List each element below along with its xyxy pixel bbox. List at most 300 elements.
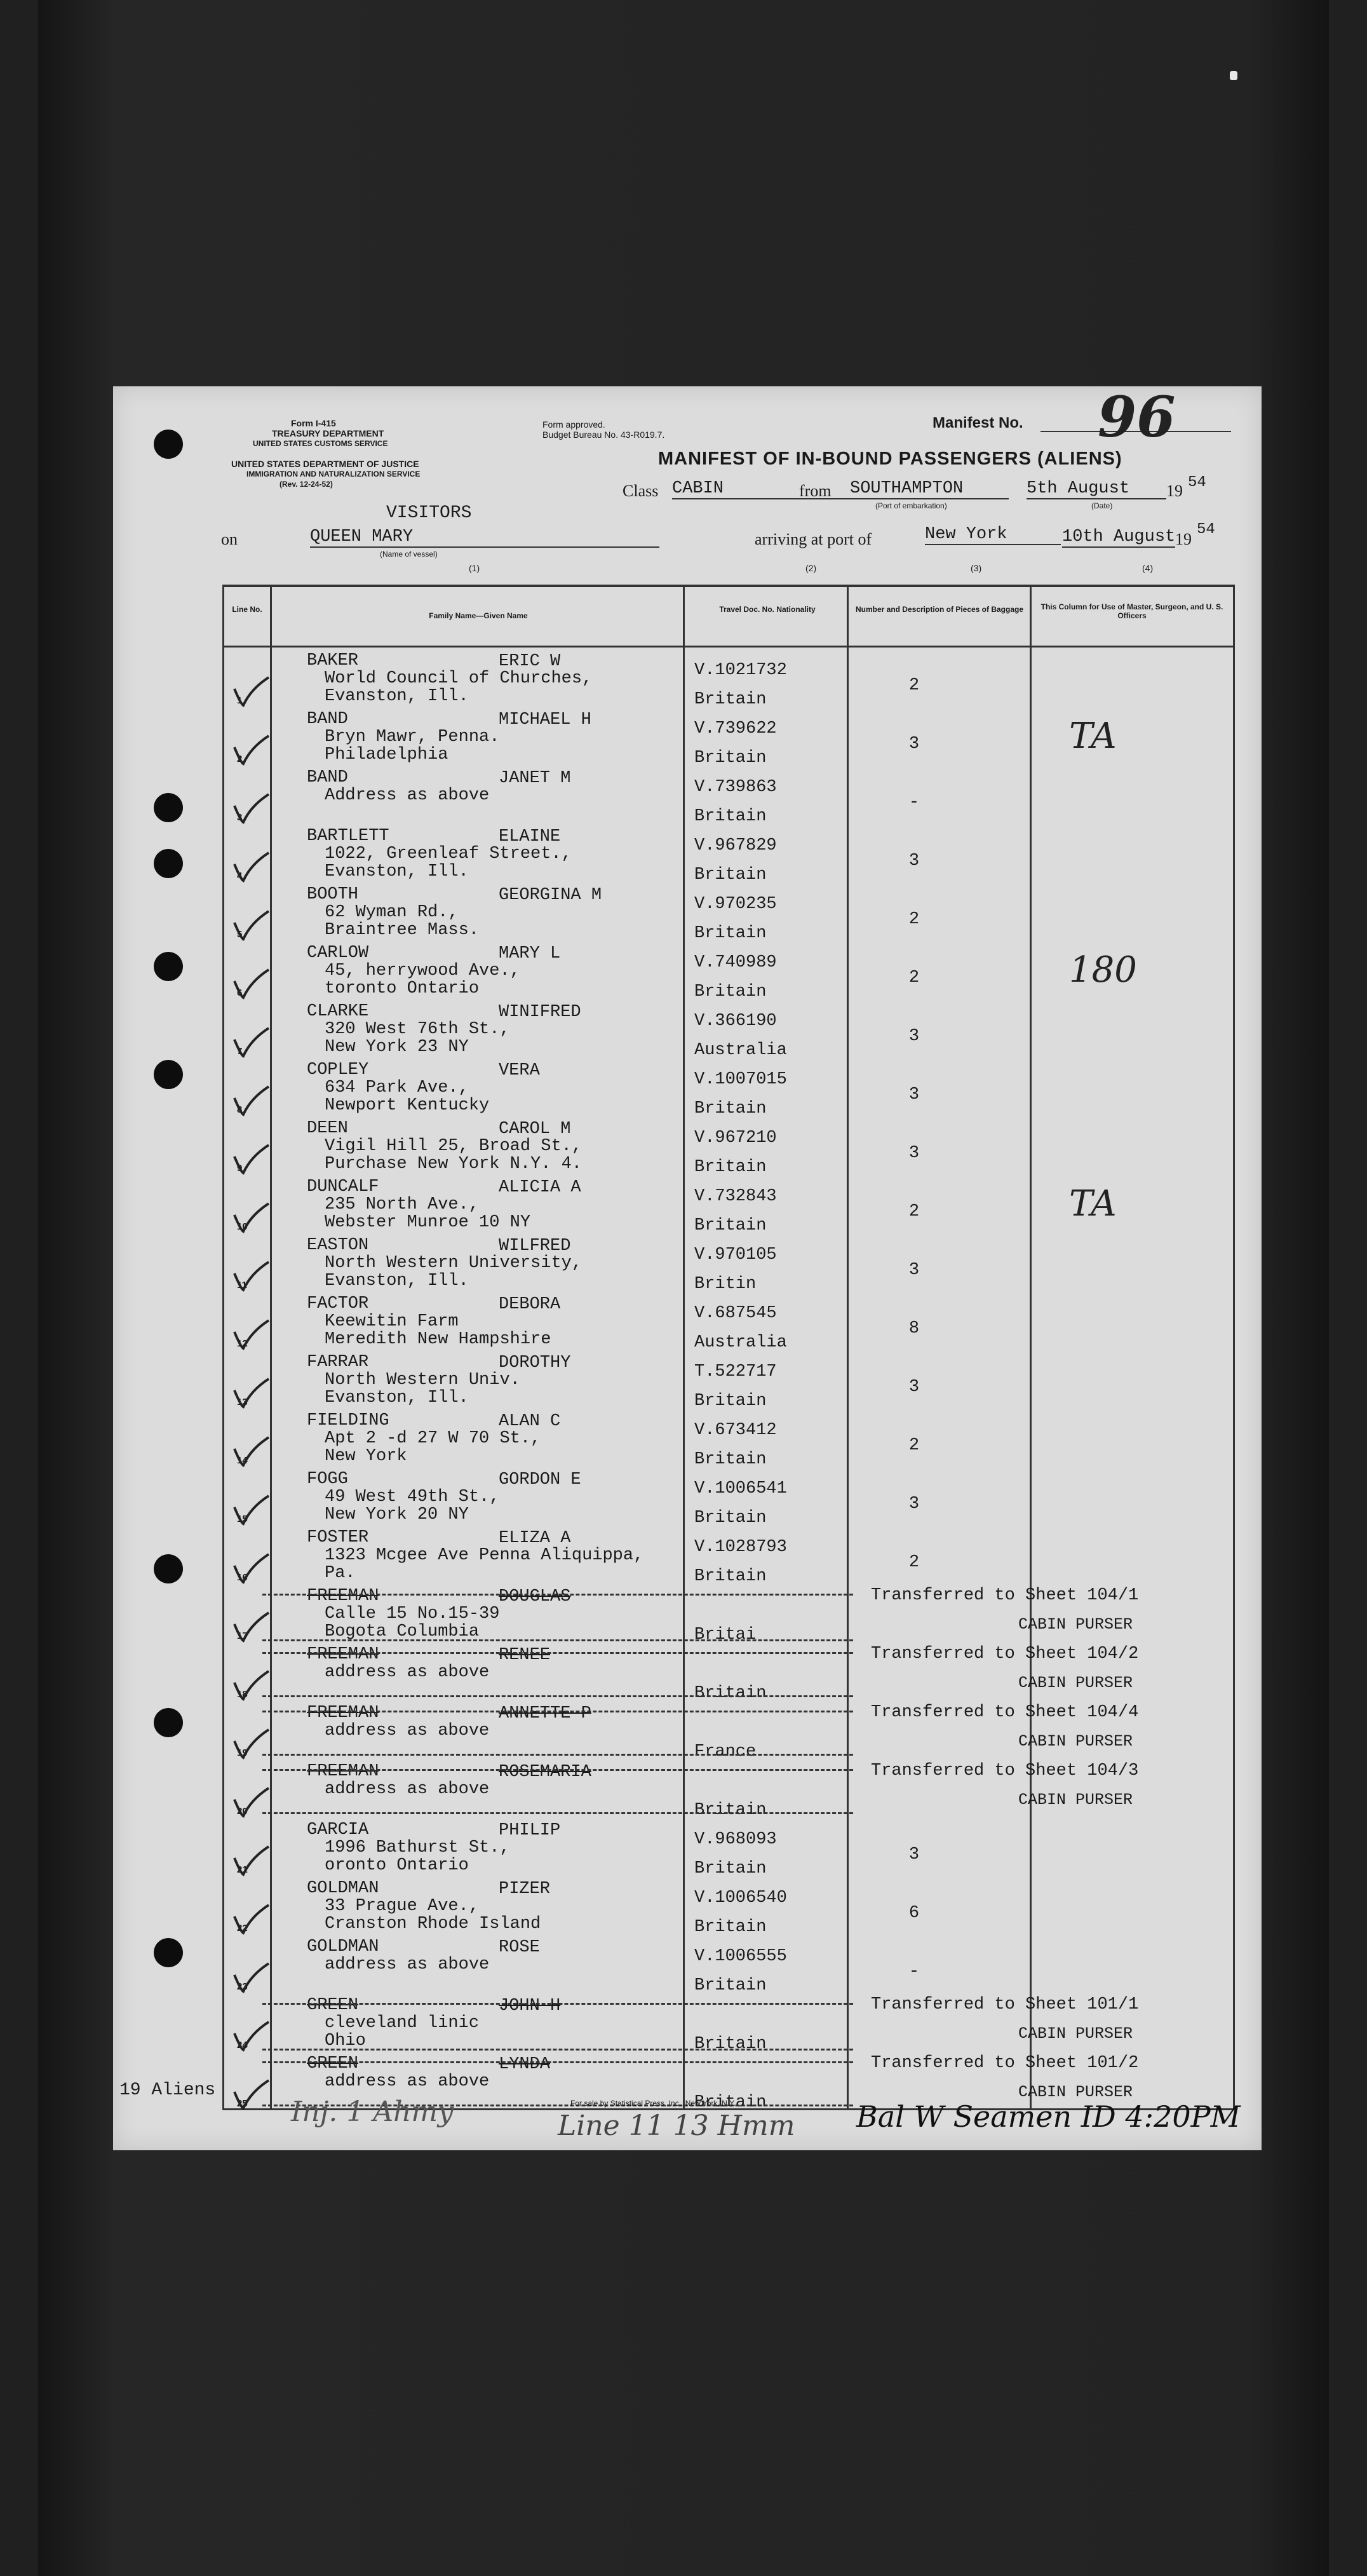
table-row	[224, 709, 1233, 768]
check-mark	[232, 1085, 270, 1117]
form-number: Form I-415	[291, 418, 336, 428]
line-number: 5	[237, 929, 243, 940]
line-number: 7	[237, 1046, 243, 1057]
line-number: 8	[237, 1104, 243, 1115]
baggage-count: 2	[908, 1202, 920, 1221]
baggage-count: -	[908, 793, 920, 812]
header-name: Family Name—Given Name	[429, 611, 528, 620]
check-mark	[232, 1962, 270, 1994]
check-mark	[232, 1553, 270, 1585]
check-mark	[232, 2021, 270, 2052]
manifest-label: Manifest No.	[933, 414, 1023, 431]
line-number: 22	[237, 1923, 248, 1934]
address-line-2: oronto Ontario	[325, 1856, 469, 1875]
baggage-count: 3	[908, 1495, 920, 1514]
given-name: PHILIP	[499, 1821, 561, 1840]
table-row	[224, 1469, 1233, 1528]
signature-middle: Line 11 13 Hmm	[558, 2110, 795, 2142]
purser-note: CABIN PURSER	[1018, 2083, 1133, 2101]
address-line-1: 45, herrywood Ave.,	[325, 961, 520, 980]
col-3-number: (3)	[971, 563, 982, 573]
punch-hole	[154, 430, 183, 459]
nationality: Australia	[694, 1333, 787, 1352]
header-baggage: Number and Description of Pieces of Baggage	[855, 605, 1024, 614]
manifest-number: 96	[1098, 386, 1176, 450]
table-row	[224, 1586, 1233, 1644]
nationality: Britain	[694, 2035, 767, 2054]
ins-service: IMMIGRATION AND NATURALIZATION SERVICE	[246, 470, 421, 478]
line-number: 13	[237, 1397, 248, 1407]
table-row	[224, 1937, 1233, 1995]
address-line-1: 33 Prague Ave.,	[325, 1897, 480, 1916]
nationality: Britain	[694, 1567, 767, 1586]
travel-doc-no: V.740989	[694, 953, 777, 972]
table-row	[224, 943, 1233, 1001]
travel-doc-no: V.739622	[694, 719, 777, 738]
family-name: FREEMAN	[307, 1704, 379, 1723]
address-line-2: Cranston Rhode Island	[325, 1915, 541, 1934]
given-name: ALICIA A	[499, 1178, 581, 1197]
line-number: 3	[237, 812, 243, 823]
baggage-count: 8	[908, 1319, 920, 1338]
address-line-1: Calle 15 No.15-39	[325, 1604, 500, 1624]
justice-dept: UNITED STATES DEPARTMENT OF JUSTICE	[231, 459, 419, 469]
transfer-dash-line	[262, 1812, 853, 1814]
travel-doc-no: V.739863	[694, 778, 777, 797]
budget-bureau: Budget Bureau No. 43-R019.7.	[542, 430, 665, 440]
transfer-dash-line	[262, 2061, 853, 2063]
check-mark	[232, 1728, 270, 1760]
line-number: 6	[237, 987, 243, 998]
family-name: FACTOR	[307, 1294, 369, 1313]
address-line-2: Evanston, Ill.	[325, 687, 469, 706]
check-mark	[232, 793, 270, 825]
check-mark	[232, 910, 270, 942]
transfer-note: Transferred to Sheet 101/1	[871, 1995, 1139, 2014]
address-line-1: cleveland linic	[325, 2014, 480, 2033]
on-label: on	[221, 530, 238, 548]
line-number: 11	[237, 1280, 247, 1291]
given-name: LYNDA	[499, 2055, 551, 2074]
travel-doc-no: V.970105	[694, 1245, 777, 1264]
table-row	[224, 1118, 1233, 1177]
table-row	[224, 1703, 1233, 1761]
punch-hole	[154, 793, 183, 822]
address-line-2: Newport Kentucky	[325, 1096, 490, 1115]
given-name: WILFRED	[499, 1237, 571, 1256]
check-mark	[232, 968, 270, 1000]
year-prefix: 19	[1166, 482, 1183, 500]
address-line-2: New York 20 NY	[325, 1505, 469, 1524]
baggage-count: 3	[908, 1378, 920, 1397]
manifest-title: MANIFEST OF IN-BOUND PASSENGERS (ALIENS)	[658, 449, 1122, 469]
nationality: Britain	[694, 924, 767, 943]
travel-doc-no: V.967829	[694, 836, 777, 855]
nationality: Australia	[694, 1041, 787, 1060]
transfer-dash-line	[262, 1652, 853, 1654]
family-name: CARLOW	[307, 944, 369, 963]
check-mark	[232, 2079, 270, 2111]
check-mark	[232, 1670, 270, 1702]
given-name: WINIFRED	[499, 1003, 581, 1022]
vessel-note: (Name of vessel)	[380, 550, 438, 559]
customs-service: UNITED STATES CUSTOMS SERVICE	[253, 439, 388, 448]
transfer-note: Transferred to Sheet 104/2	[871, 1644, 1139, 1664]
embark-note: (Port of embarkation)	[875, 501, 947, 510]
nationality: Britain	[694, 749, 767, 768]
transfer-note: Transferred to Sheet 101/2	[871, 2054, 1139, 2073]
line-number: 16	[237, 1572, 248, 1583]
punch-hole	[154, 1060, 183, 1089]
given-name: ALAN C	[499, 1412, 561, 1431]
family-name: BARTLETT	[307, 827, 389, 846]
address-line-1: 49 West 49th St.,	[325, 1488, 500, 1507]
table-row	[224, 1177, 1233, 1235]
given-name: ROSE	[499, 1938, 540, 1957]
family-name: BOOTH	[307, 885, 359, 904]
line-number: 9	[237, 1163, 243, 1174]
line-number: 4	[237, 871, 243, 881]
header-line-no: Line No.	[232, 605, 262, 614]
address-line-2: Pa.	[325, 1564, 356, 1583]
family-name: BAND	[307, 710, 348, 729]
transfer-dash-line	[262, 1769, 853, 1771]
arrival-date: 10th August	[1062, 527, 1176, 546]
check-mark	[232, 1904, 270, 1935]
check-mark	[232, 1495, 270, 1526]
line-number: 17	[237, 1630, 248, 1641]
address-line-1: 235 North Ave.,	[325, 1195, 480, 1214]
travel-doc-no: V.732843	[694, 1187, 777, 1206]
address-line-2: Evanston, Ill.	[325, 1388, 469, 1407]
baggage-count: 6	[908, 1904, 920, 1923]
signature-left: Inj. 1 Ahmy	[291, 2096, 454, 2128]
header-officers: This Column for Use of Master, Surgeon, and U. S. Officers	[1040, 602, 1223, 620]
transfer-dash-line	[262, 1711, 853, 1712]
purser-note: CABIN PURSER	[1018, 1732, 1133, 1751]
line-number: 10	[237, 1221, 248, 1232]
nationality: Britain	[694, 1450, 767, 1469]
officer-mark: TA	[1069, 1183, 1117, 1224]
family-name: BAKER	[307, 651, 359, 670]
given-name: JANET M	[499, 769, 571, 788]
header-divider	[224, 646, 1233, 647]
address-line-1: address as above	[325, 1780, 490, 1799]
table-row	[224, 1001, 1233, 1060]
purser-note: CABIN PURSER	[1018, 1674, 1133, 1692]
transfer-note: Transferred to Sheet 104/4	[871, 1703, 1139, 1722]
given-name: PIZER	[499, 1880, 551, 1899]
travel-doc-no: V.1006541	[694, 1479, 787, 1498]
address-line-1: Apt 2 -d 27 W 70 St.,	[325, 1429, 541, 1448]
arrival-year-suffix: 54	[1197, 521, 1215, 538]
revision-date: (Rev. 12-24-52)	[279, 480, 333, 489]
transfer-dash-line	[262, 1695, 853, 1697]
given-name: ELAINE	[499, 827, 561, 846]
from-label: from	[799, 482, 832, 500]
given-name: JOHN H	[499, 1996, 561, 2016]
col-4-number: (4)	[1142, 563, 1154, 573]
from-value: SOUTHAMPTON	[850, 479, 1009, 499]
table-row	[224, 768, 1233, 826]
address-line-2: toronto Ontario	[325, 979, 480, 998]
nationality: Britai	[694, 1625, 757, 1644]
transfer-dash-line	[262, 2049, 853, 2051]
purser-note: CABIN PURSER	[1018, 1791, 1133, 1809]
check-mark	[232, 1378, 270, 1409]
nationality: Britain	[694, 865, 767, 885]
aliens-count: 19 Aliens	[119, 2080, 216, 2100]
passenger-table	[222, 585, 1235, 2110]
treasury-dept: TREASURY DEPARTMENT	[272, 428, 384, 438]
vessel-name: QUEEN MARY	[310, 527, 659, 548]
transfer-dash-line	[262, 2003, 853, 2005]
col-1-number: (1)	[469, 563, 480, 573]
transfer-dash-line	[262, 1639, 853, 1641]
travel-doc-no: V.366190	[694, 1012, 777, 1031]
baggage-count: 3	[908, 1027, 920, 1046]
transfer-dash-line	[262, 1594, 853, 1596]
table-row	[224, 1820, 1233, 1878]
table-row	[224, 1235, 1233, 1294]
nationality: Britain	[694, 1976, 767, 1995]
travel-doc-no: V.970235	[694, 895, 777, 914]
punch-hole	[154, 849, 183, 878]
table-row	[224, 826, 1233, 885]
nationality: Britain	[694, 1859, 767, 1878]
family-name: FREEMAN	[307, 1762, 379, 1781]
check-mark	[232, 735, 270, 766]
baggage-count: 3	[908, 851, 920, 871]
travel-doc-no: T.522717	[694, 1362, 777, 1381]
line-number: 2	[237, 754, 243, 764]
class-value: CABIN	[672, 479, 882, 499]
given-name: ELIZA A	[499, 1529, 571, 1548]
family-name: FOSTER	[307, 1528, 369, 1547]
travel-doc-no: V.1021732	[694, 661, 787, 680]
address-line-1: 62 Wyman Rd.,	[325, 903, 459, 922]
date-note: (Date)	[1091, 501, 1113, 510]
address-line-2: Evanston, Ill.	[325, 1271, 469, 1291]
given-name: VERA	[499, 1061, 540, 1080]
check-mark	[232, 1845, 270, 1877]
given-name: ANNETTE P	[499, 1704, 591, 1723]
address-line-2: Ohio	[325, 2031, 366, 2051]
nationality: Britain	[694, 1099, 767, 1118]
family-name: DEEN	[307, 1119, 348, 1138]
family-name: GARCIA	[307, 1820, 369, 1840]
nationality: Britain	[694, 807, 767, 826]
address-line-1: Vigil Hill 25, Broad St.,	[325, 1137, 582, 1156]
table-row	[224, 1995, 1233, 2054]
address-line-1: 1996 Bathurst St.,	[325, 1838, 510, 1857]
address-line-1: World Council of Churches,	[325, 669, 593, 688]
travel-doc-no: V.968093	[694, 1830, 777, 1849]
transfer-note: Transferred to Sheet 104/3	[871, 1761, 1139, 1780]
address-line-1: 634 Park Ave.,	[325, 1078, 469, 1097]
nationality: Britain	[694, 1392, 767, 1411]
given-name: ROSEMARIA	[499, 1763, 591, 1782]
printer-note: For sale by Statistical Press, Inc., New York, N.Y.	[570, 2099, 736, 2108]
check-mark	[232, 676, 270, 708]
baggage-count: -	[908, 1962, 920, 1981]
line-number: 23	[237, 1981, 248, 1992]
address-line-1: Keewitin Farm	[325, 1312, 459, 1331]
family-name: GOLDMAN	[307, 1879, 379, 1898]
table-row	[224, 651, 1233, 709]
check-mark	[232, 1319, 270, 1351]
line-number: 14	[237, 1455, 248, 1466]
address-line-1: Bryn Mawr, Penna.	[325, 728, 500, 747]
given-name: ERIC W	[499, 652, 561, 671]
header-doc: Travel Doc. No. Nationality	[719, 605, 816, 614]
address-line-2: Evanston, Ill.	[325, 862, 469, 881]
given-name: CAROL M	[499, 1120, 571, 1139]
nationality: Britain	[694, 982, 767, 1001]
address-line-2: Philadelphia	[325, 745, 448, 764]
family-name: BAND	[307, 768, 348, 787]
table-row	[224, 885, 1233, 943]
address-line-2: New York 23 NY	[325, 1038, 469, 1057]
nationality: Britain	[694, 1684, 767, 1703]
line-number: 12	[237, 1338, 248, 1349]
family-name: COPLEY	[307, 1061, 369, 1080]
col-2-number: (2)	[805, 563, 817, 573]
address-line-1: 1323 Mcgee Ave Penna Aliquippa,	[325, 1546, 644, 1565]
check-mark	[232, 1202, 270, 1234]
travel-doc-no: V.1028793	[694, 1538, 787, 1557]
family-name: DUNCALF	[307, 1177, 379, 1196]
arrival-year-prefix: 19	[1175, 530, 1192, 548]
baggage-count: 3	[908, 1085, 920, 1104]
check-mark	[232, 1027, 270, 1059]
check-mark	[232, 1787, 270, 1819]
address-line-1: North Western Univ.	[325, 1371, 520, 1390]
line-number: 18	[237, 1689, 248, 1700]
table-row	[224, 1878, 1233, 1937]
family-name: FREEMAN	[307, 1645, 379, 1664]
table-row	[224, 1761, 1233, 1820]
address-line-2: New York	[325, 1447, 407, 1466]
departure-date: 5th August	[1027, 479, 1166, 499]
given-name: DOROTHY	[499, 1353, 571, 1373]
film-speck	[1230, 71, 1237, 80]
purser-note: CABIN PURSER	[1018, 2024, 1133, 2043]
nationality: Britain	[694, 1801, 767, 1820]
table-row	[224, 1644, 1233, 1703]
family-name: GOLDMAN	[307, 1937, 379, 1956]
arriving-label: arriving at port of	[755, 530, 872, 548]
family-name: EASTON	[307, 1236, 369, 1255]
arrival-port: New York	[925, 525, 1061, 545]
address-line-1: 320 West 76th St.,	[325, 1020, 510, 1039]
family-name: FARRAR	[307, 1353, 369, 1372]
transfer-note: Transferred to Sheet 104/1	[871, 1586, 1139, 1605]
address-line-2: Bogota Columbia	[325, 1622, 480, 1641]
family-name: FIELDING	[307, 1411, 389, 1430]
address-line-1: address as above	[325, 1721, 490, 1740]
line-number: 21	[237, 1864, 248, 1875]
year-suffix: 54	[1188, 474, 1206, 491]
line-number: 25	[237, 2098, 248, 2109]
address-line-2: Meredith New Hampshire	[325, 1330, 551, 1349]
table-row	[224, 1411, 1233, 1469]
address-line-1: North Western University,	[325, 1254, 582, 1273]
nationality: Britain	[694, 1508, 767, 1528]
address-line-2: Purchase New York N.Y. 4.	[325, 1155, 582, 1174]
address-line-1: Address as above	[325, 786, 490, 805]
nationality: Britain	[694, 2093, 767, 2112]
baggage-count: 2	[908, 676, 920, 695]
table-row	[224, 1528, 1233, 1586]
table-row	[224, 1060, 1233, 1118]
line-number: 19	[237, 1747, 248, 1758]
check-mark	[232, 1261, 270, 1292]
class-label: Class	[623, 482, 659, 500]
baggage-count: 3	[908, 735, 920, 754]
signature-right: Bal W Seamen ID 4:20PM	[856, 2099, 1241, 2134]
manifest-page	[113, 386, 1262, 2150]
baggage-count: 3	[908, 1144, 920, 1163]
family-name: FREEMAN	[307, 1587, 379, 1606]
baggage-count: 2	[908, 1436, 920, 1455]
punch-hole	[154, 1938, 183, 1967]
family-name: FOGG	[307, 1470, 348, 1489]
family-name: CLARKE	[307, 1002, 369, 1021]
punch-hole	[154, 1554, 183, 1583]
line-number: 1	[237, 695, 243, 706]
travel-doc-no: V.1006540	[694, 1888, 787, 1908]
punch-hole	[154, 1708, 183, 1737]
transfer-dash-line	[262, 1754, 853, 1756]
given-name: GORDON E	[499, 1470, 581, 1489]
check-mark	[232, 1611, 270, 1643]
given-name: DEBORA	[499, 1295, 561, 1314]
travel-doc-no: V.1007015	[694, 1070, 787, 1089]
baggage-count: 3	[908, 1261, 920, 1280]
visitors-label: VISITORS	[386, 503, 472, 523]
given-name: MARY L	[499, 944, 561, 963]
line-number: 24	[237, 2040, 248, 2051]
address-line-1: 1022, Greenleaf Street.,	[325, 844, 572, 864]
nationality: Britain	[694, 1158, 767, 1177]
check-mark	[232, 1144, 270, 1176]
line-number: 20	[237, 1806, 248, 1817]
table-row	[224, 1352, 1233, 1411]
officer-mark: TA	[1069, 715, 1117, 757]
given-name: RENEE	[499, 1646, 551, 1665]
travel-doc-no: V.673412	[694, 1421, 777, 1440]
form-approved: Form approved.	[542, 419, 605, 430]
travel-doc-no: V.1006555	[694, 1947, 787, 1966]
baggage-count: 2	[908, 968, 920, 987]
travel-doc-no: V.687545	[694, 1304, 777, 1323]
nationality: Britain	[694, 690, 767, 709]
given-name: GEORGINA M	[499, 886, 602, 905]
baggage-count: 2	[908, 1553, 920, 1572]
address-line-1: address as above	[325, 1663, 490, 1682]
address-line-2: Webster Munroe 10 NY	[325, 1213, 531, 1232]
nationality: Britin	[694, 1275, 757, 1294]
travel-doc-no: V.967210	[694, 1129, 777, 1148]
purser-note: CABIN PURSER	[1018, 1615, 1133, 1634]
nationality: Britain	[694, 1918, 767, 1937]
baggage-count: 2	[908, 910, 920, 929]
given-name: MICHAEL H	[499, 710, 591, 729]
check-mark	[232, 851, 270, 883]
baggage-count: 3	[908, 1845, 920, 1864]
address-line-1: address as above	[325, 2072, 490, 2091]
